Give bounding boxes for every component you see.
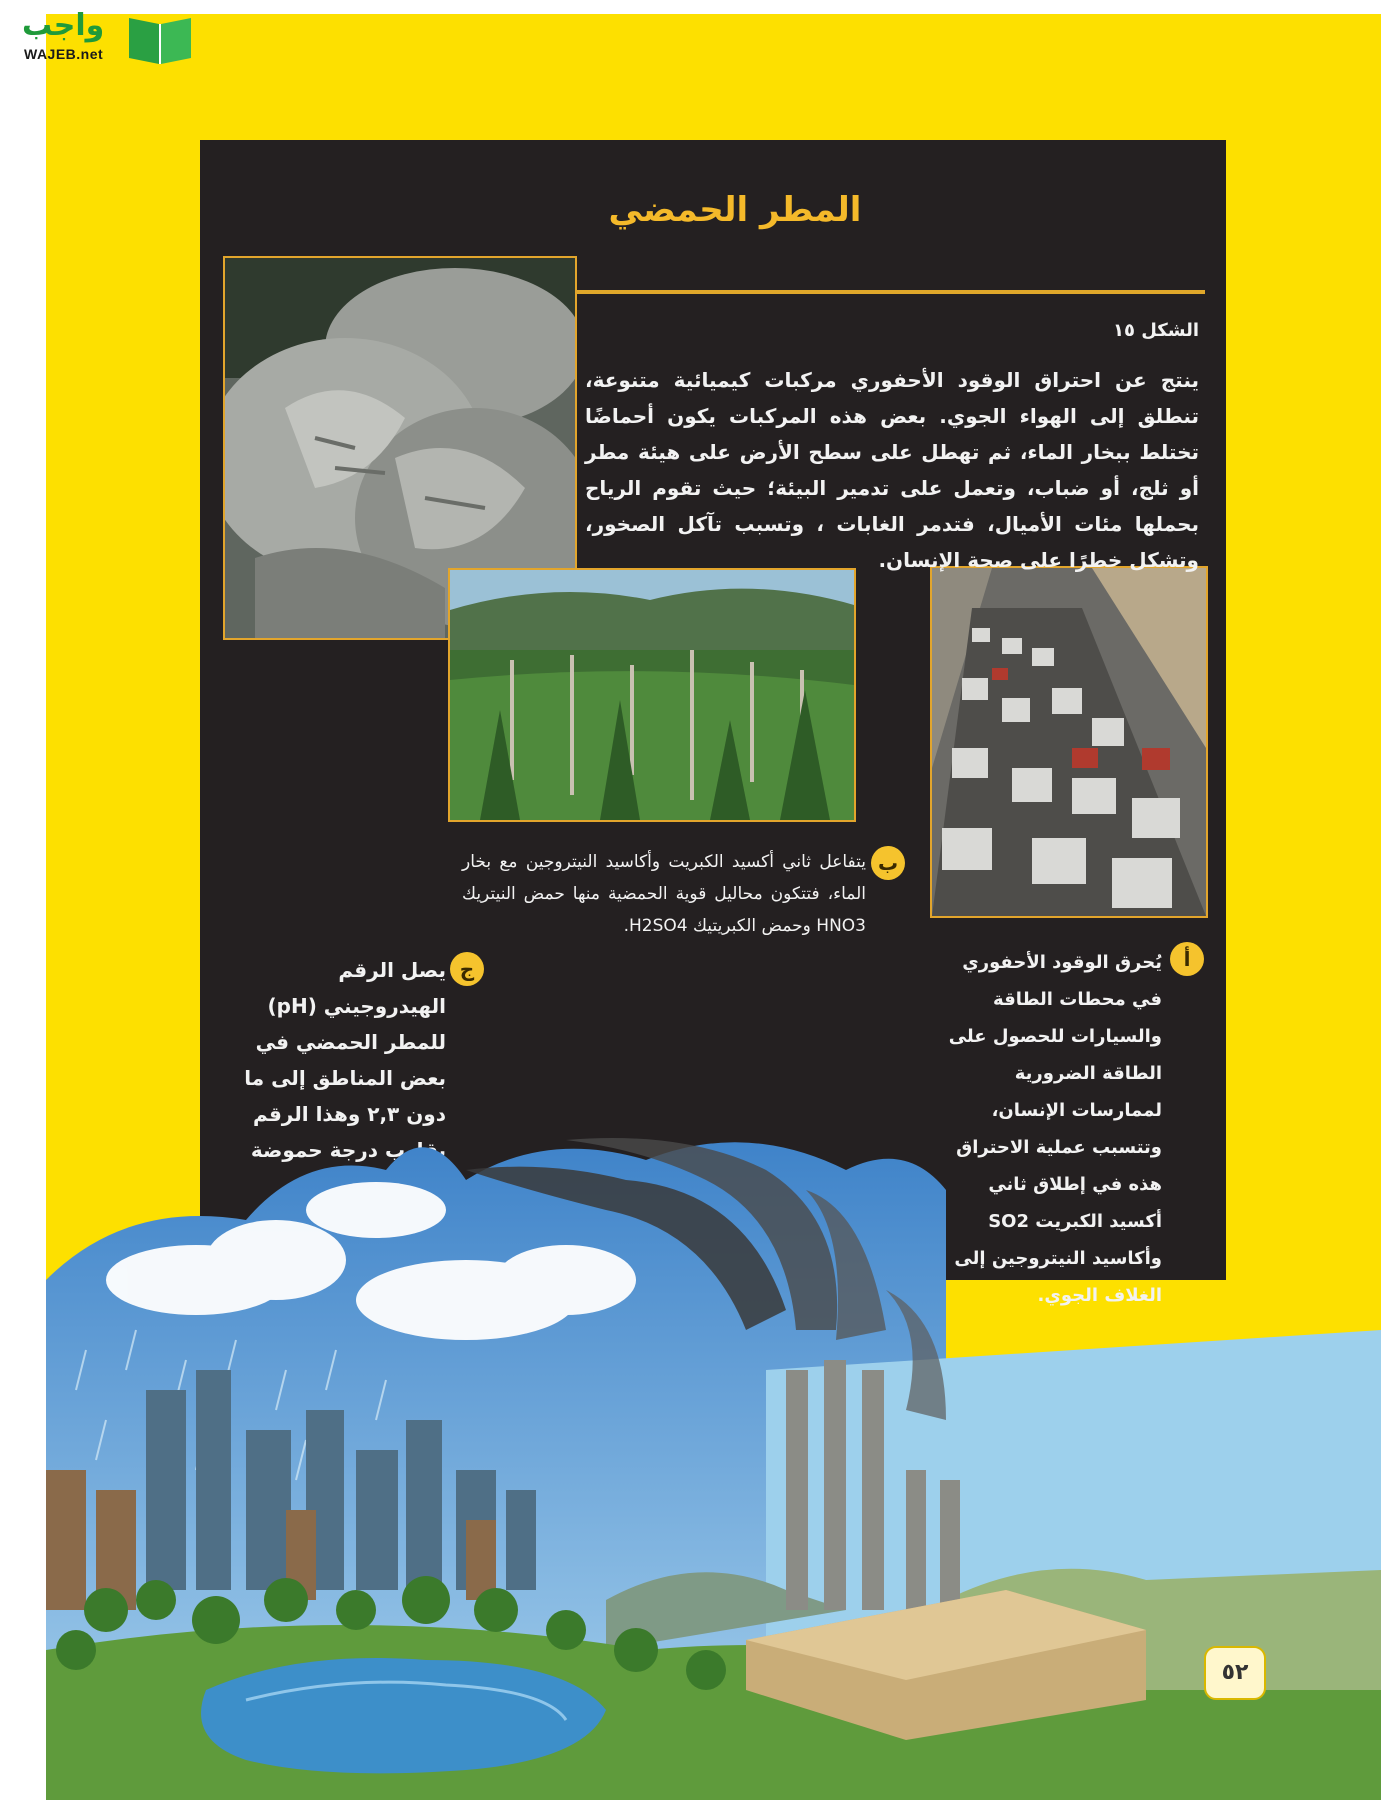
intro-paragraph: ينتج عن احتراق الوقود الأحفوري مركبات كيميائية متنوعة، تنطلق إلى الهواء الجوي. بعض هذه المركبات يكون أحماضًا تختلط ببخار الماء، ثم تهطل على سطح الأرض على هيئة مطر أو ثلج، أو ضباب، وتعمل على تدمير البيئة؛ حيث تقوم الرياح بحملها مئات الأميال، فتدمر الغابات ، وتسبب تآكل الصخور، وتشكل خطرًا على صحة الإنسان. <box>585 368 1199 572</box>
page-title: المطر الحمضي <box>608 190 862 230</box>
damaged-forest-photo <box>448 568 856 822</box>
caption-a: يُحرق الوقود الأحفوري في محطات الطاقة والسيارات للحصول على الطاقة الضرورية لممارسات الإنسان، وتتسبب عملية الاحتراق هذه في إطلاق ثاني أكسيد الكبريت SO2 وأكاسيد النيتروجين إلى الغلاف الجوي. <box>948 952 1162 1306</box>
title-divider <box>575 290 1205 294</box>
page-number: ٥٢ <box>1204 1646 1266 1700</box>
figure-label: الشكل ١٥ <box>1112 320 1199 341</box>
badge-j: ج <box>450 952 484 986</box>
traffic-photo <box>930 566 1208 918</box>
caption-j: يصل الرقم الهيدروجيني (pH) للمطر الحمضي في بعض المناطق إلى ما دون ٢,٣ وهذا الرقم درجة حموضة <box>244 958 446 1162</box>
logo-english: WAJEB.net <box>24 46 104 62</box>
badge-b: ب <box>871 846 905 880</box>
badge-a: أ <box>1170 942 1204 976</box>
site-logo[interactable] <box>10 6 190 66</box>
book-icon <box>125 10 195 66</box>
logo-arabic: واجب <box>22 8 105 43</box>
acid-rain-illustration <box>46 1130 1381 1800</box>
caption-b: يتفاعل ثاني أكسيد الكبريت وأكاسيد النيتروجين مع بخار الماء، فتتكون محاليل قوية الحمضية منها حمض النيتريك HNO3 وحمض الكبريتيك H2SO4. <box>462 852 866 936</box>
